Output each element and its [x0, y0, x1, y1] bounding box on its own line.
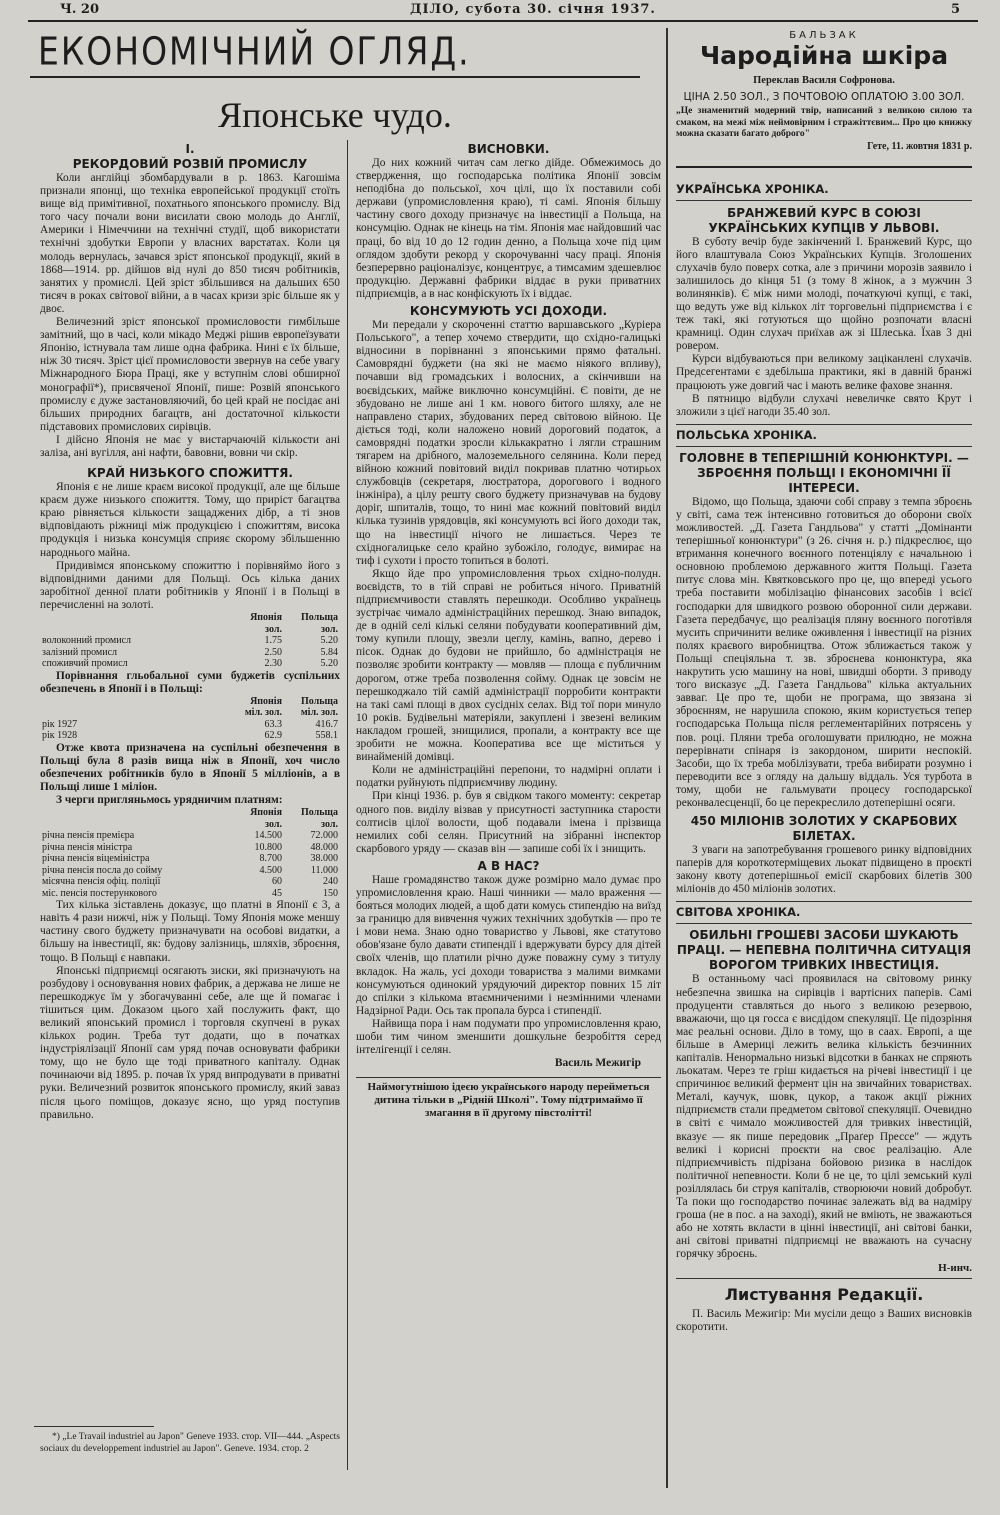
paragraph: До них кожний читач сам легко дійде. Обмежимось до ствердження, що господарська політика Японії зовсім неподібна до польської, хоч цілі, що їх поставили собі держави (упромисловлення краю), ті самі. Японія більшу частину свого доходу призначує на інвестиції а Польща, на консумцію. Однак не кінець на тім. Японія має найдовший час праці, бо від 10 до 12 годин денно, а Польща хоче під цим оглядом здобути рекорд у скорочуванні часу праці. Японія безперервно раціоналізує, концентрує, а тимсамим здешевлює продукцію. Державні фабрики віддає в руки приватних підприємців, а в нас конфіскують їх і віддає.: [356, 157, 661, 300]
paragraph: Отже квота призначена на суспільні обезпечення в Польщі була 8 разів вища ніж в Японії, хоч число обезпечених робітників було в Японії 5 мілліонів, а в Польщі лише 1 міліон.: [40, 741, 340, 793]
budget-table: Японія Польща міл. зол. міл. зол. рік 1927 63.3 416.7 рік 1928 62.9 558.1: [42, 695, 338, 742]
paragraph: З уваги на запотребування грошевого ринку відповідних паперів для короткотерміщевих льокат підвищено в проєкті закону квоту дотеперішньої еміcії скарбових білетів 300 міліонів до 450 міліонів золотих.: [676, 844, 972, 896]
column-rule-2: [666, 28, 668, 1488]
author-signature: Василь Межигір: [554, 1057, 641, 1070]
book-price: ЦІНА 2.50 ЗОЛ., З ПОЧТОВОЮ ОПЛАТОЮ 3.00 ЗОЛ.: [683, 91, 965, 103]
page-header: [60, 2, 960, 20]
table-row: місячна пенсія офіц. поліції 60 240: [42, 876, 338, 888]
paragraph: Ми передали у скороченні статтю варшавського „Куріера Польського", а тепер хочемо ствердити, що східно-галицькі відносини в порівнанні з японськими прямо фатальні. Самоврядні буджети (на які не маємо ніякого впливу), почавши від громадських і волосних, а скінчивши на воєвідських, майже виключно консумційні. Є повіти, де не збудовано не лише ані 1 км. нового битого шляху, але не направлено старих, збудованих перед світовою війною. Це діється тоді, коли наложено новий дороговий податок, а самоврядні податки зросли кількакратно і лягли страшним тягарем на дрібного, малоземельного селянина. Коли перед війною кожний повітовий виділ покривав платню чотирьох службовців (секретаря, люстратора, дорогового і водного інжініра), а цілу решту свого буджету призначував на будову доріг, шпиталів, тощо, то нині має кожний повітовий виділ кілька тузинів урядовців, які консумують всі його доходи так, що на інвестиції нічого не лишається. Через те східногалицьке село крайно зубожіло, голодує, вимирає на тиф і сухоти і просто топиться в болоті.: [356, 319, 661, 567]
col-unit: зол.: [321, 623, 338, 635]
headline-armament: ГОЛОВНЕ В ТЕПЕРІШНІЙ КОНЮНКТУРІ. — ЗБРОЄННЯ ПОЛЬЩІ І ЕКОНОМІЧНІ ЇЇ ІНТЕРЕСИ.: [679, 450, 969, 495]
masthead-date: ДІЛО, субота 30. січня 1937.: [410, 2, 656, 17]
paragraph: Тих кілька зіставлень доказує, що платні в Японії є 3, а навіть 4 рази нижчі, ніж у Польщі. Тому Японія може меншу частину свого буджету призначувати на особові видатки, а більшу на інвестиції, як: будову залізниць, шляхів, зброєння, тощо. В Польщі є навпаки.: [40, 899, 340, 964]
paragraph: В пятницю відбули слухачі невеличке свято Крут і зложили з цієї нагоди 35.40 зол.: [676, 392, 972, 418]
correspondence-text: П. Василь Межигір: Ми мусіли дещо з Ваших висновків скоротити.: [676, 1307, 972, 1333]
headline-conclusions: ВИСНОВКИ.: [467, 142, 550, 156]
paragraph: Відомо, що Польща, здаючи собі справу з темпа зброєнь у світі, сама теж інтенсивно готовиться до оборони своїх можливостей. „Д. Газета Гандльова" у статті „Домінанти теперішньої конюнктури" (з 26. січня н. р.) підкреслює, що втримання конечного воєнного потенціялу є начальною і основною проблемою державного життя Польщі. Газета питує слова мін. Квятковського про це, що впереді усього треба поставити мобілізацію фінансових засобів і всієї господарки для швидкого розвою оборонної сили держави. Газета передбачує, що реалізація пляну воєнного поготівля мусить спричинити велике оживлення і інвестиції на різних полях краєвого виробництва. Отож зближається також у Польщі спеціяльна т. зв. зброєнева конюнктура, яка накрутить усю машину на нові, швидші оборти. З приводу того висказує „Д. Газета Гандльова" кілька актуальних завваг. Це про те, щоби не програма, що звязана зі зброєнням, не нарушила спокою, яким користується тепер господарська Польща після реглементарійних потрясень у пов. році. Пляни треба оголошувати прилюдно, не можна перерівнати спінаря із закордоном, ширити неспокій. Засоби, що їх треба мобілізувати, треба вибирати розумно і переводити все з огляду на дальшу віддаль. Уся турбота в тому, щоби не гальмувати процесу господарської реконвалесценції, бо це перекреслило дотеперішні осяги.: [676, 495, 972, 809]
paragraph: Коли англійці збомбардували в р. 1863. Кагошіма признали японці, що техніка европейської продукції стоїть вище від примітивної, похатнього японського промислу. Від того часу почали вони висилати свою молодь до Англії, Америки і Німеччини на технічні студії, щоб використати технічні здобутки Европи у власних варстатах. Коли ця молодь вернулась, зачався зріст японської продукції, який в 1868—1914. рр. дійшов від нулі до 850 тисяч робітників, занятих у промислі. Цей зріст збільшився на дальших 650 тисяч в роках світової війни, а в часах кризи зріс більше як у двоє.: [40, 172, 340, 315]
headline-consume-income: КОНСУМУЮТЬ УСІ ДОХОДИ.: [409, 304, 608, 319]
left-column: [40, 142, 340, 1122]
paragraph: Найвища пора і нам подумати про упромисловлення краю, шоби тим чином зменшити дошкульне безробіття серед інтелігенції і селян.: [356, 1017, 661, 1057]
table-row: міс. пенсія постерункового 45 150: [42, 887, 338, 899]
table-row: річна пенсія міністра 10.800 48.000: [42, 841, 338, 853]
paragraph: І дійсно Японія не має у вистарчаючій кількости ані заліза, ані вугілля, ані нафти, бавовни, вовни чи скір.: [40, 433, 340, 459]
headline-branch-course: БРАНЖЕВИЙ КУРС В СОЮЗІ УКРАЇНСЬКИХ КУПЦІВ У ЛЬВОВІ.: [708, 205, 940, 235]
paragraph: Якщо йде про упромисловлення трьох східно-полудн. воєвідств, то в тій справі не робиться нічого. Приватній підприємчивости ставлять перешкоди. Особливо українець зустрічає чимало адміністраційних перешкод. Знаю випадок, де в одній селі кількі селяни побудувати кооперативний дім, тому купили площу, звезли цеглу, камінь, вапно, дерево і пісок. Однак до будови не прийшло, бо адміністрація не позволяє зробити контракту — мовляв — площа є публичним дорогом, отже треба позволення сойму. Однак це зовсім не перешкоджало тій самій адміністрації порробити контракти на такі самі площі в двох сусідніх селах. Від тої пори минуло 10 років. Будівельні матеріяли, закуплені і звезені великим накладом грошей, знищилися, пропали, а контракту все ще зробити не можна. Кооператива все ще міститься у винайменій домівці.: [356, 567, 661, 764]
paragraph: Курси відбуваються при великому заціканлені слухачів. Предсегентами є здебільша практики, які в давній бранжі працюють уже довгий час і мають велике фахове знання.: [676, 353, 972, 392]
table-row: річна пенсія посла до сойму 4.500 11.000: [42, 864, 338, 876]
section-title: ЕКОНОМІЧНИЙ ОГЛЯД.: [38, 29, 471, 74]
footnote: *) „Le Travail industriel au Japon" Geneve 1933. стор. VII—444. „Aspects sociaux du developpement industriel au Japon". Geneve. 1934. стор. 2: [40, 1432, 340, 1454]
book-quote: „Це знаменитий модерний твір, написаний з великою силою та смаком, на межі між неймовірним і стражіттєвим... Про цю книжку можна сказати багато доброго": [676, 106, 972, 139]
section-rule: [30, 76, 640, 78]
table-row: рік 1927 63.3 416.7: [42, 718, 338, 730]
paragraph: Наше громадянство також дуже розмірно мало думає про упромисловлення краю. Наші чинники — мало враження — бояться молодих людей, а щоб дати комусь стипендію на виїзд за границю для вивчення чужих технічних здобутків — про те і мови нема. Знаю одно товариство у Львові, яке статутово обов'язане було давати стипендії і вдержувати бурсу для дітей своїх членів, що платили річно дуже поважну суму з титулу вкладок. На жаль, усі доходи товариства з малими вимками консумуються одинокий урядуючий директор повних 15 літ до спілки з кількома втаємниченими і незмінними членами Надзірної Ради. Ось так пропала бурса і стипендії.: [356, 873, 661, 1017]
roman-numeral: I.: [185, 142, 195, 156]
table-row: волоконний промисл 1.75 5.20: [42, 635, 338, 646]
headline-treasury-bills: 450 МІЛІОНІВ ЗОЛОТИХ У СКАРБОВИХ БІЛЕТАХ.: [690, 814, 958, 844]
book-author: БАЛЬЗАК: [789, 30, 859, 41]
table-row: рік 1928 62.9 558.1: [42, 730, 338, 742]
paragraph: Величезний зріст японської промисловости гимбільше замітний, що в часі, коли мікадо Меджі рішив европеїзувати Японію, істнувала там лише одна фабрика. Нині є їх більше, ніж 30 тисяч. Зріст цієї промисловости звернув на себе увагу Міжнародного Бюра Праці, яке у вступнім слові обширної монографії*), присвяченої Японії, пише: Розвій японського промислу є дуже застановляючий, бо цей край не посідає ані більших природних багацтв, ані достаточної кількости підставових промислових сирівців.: [40, 316, 340, 433]
correspondence-title: Листування Редакції.: [724, 1284, 924, 1304]
right-column: [676, 30, 972, 1334]
book-title: Чародійна шкіра: [699, 41, 949, 70]
paragraph: В суботу вечір буде закінчений І. Бранжевий Курс, що його влаштувала Союз Українських Купців. Зголошених слухачів було поверх сотка, але з причини морозів заявило і залишилось до кінця 51 (з тому 8 жінок, а з мужчин 3 волинянків). Є між ними молоді, початкуючі купці, є такі, що ведуть уже від кількох літ торговельні підприємства і є теж такі, які готуються що щойно розпочати власні крамниці. Один слухач приїхав аж зі Шлеська. Їхав 3 дні ровером.: [676, 235, 972, 353]
polish-chronicle-title: ПОЛЬСЬКА ХРОНІКА.: [676, 427, 817, 442]
page-number: 5: [950, 2, 960, 17]
headline-record-growth: РЕКОРДОВИЙ РОЗВІЙ ПРОМИСЛУ: [72, 157, 308, 171]
paragraph: З черги пригляньмось урядничим платням:: [56, 794, 283, 807]
table-row: залізний промисл 2.50 5.84: [42, 646, 338, 658]
middle-column: [356, 142, 661, 1120]
col-head: Польща: [301, 612, 338, 623]
headline-and-us: А В НАС?: [477, 858, 540, 873]
book-translator: Переклав Василя Софронова.: [753, 75, 895, 86]
paragraph: Японія є не лише краєм високої продукції, але ще більше краєм дуже низького спожиття. Тому, що приріст багацтва краю рівняється кількости защаджених дібр, а ті знов відповідають ріжниці між продукцією і спожиттям, висока продукція і низька консумція сприяє скорому збільшенню народнього майна.: [40, 481, 340, 559]
salary-table: Японія Польща зол. зол. річна пенсія премієра 14.500 72.000 річна пенсія міністра 10.800 48.000 річна пенсія віцеміністра 8.700 38.000 річна пенсія посла до сойму 4.500 11.000 місячна пенсія офіц. поліції 60 240 міс. пенсія постерункового 45 150: [42, 807, 338, 899]
main-title: Японське чудо.: [218, 95, 452, 135]
chronicle-signature: Н-инч.: [938, 1261, 972, 1274]
footnote-rule: [34, 1426, 154, 1427]
table-row: споживчий промисл 2.30 5.20: [42, 658, 338, 669]
school-notice: Наймогутнішою ідеєю українського народу перейметься дитина тільки в „Рідній Школі". Тому підтримаймо її змагання в її другому півстолітті!: [356, 1077, 661, 1120]
col-unit: зол.: [265, 623, 282, 635]
col-head: Японія: [250, 612, 282, 623]
paragraph: Порівнання гльобальної суми буджетів суспільних обезпечень в Японії і в Польщі:: [40, 669, 340, 695]
paragraph: Коли не адміністраційні перепони, то надмірні оплати і податки руйнують підприємчиву людину.: [356, 764, 661, 790]
headline-capital: ОБИЛЬНІ ГРОШЕВІ ЗАСОБИ ШУКАЮТЬ ПРАЦІ. — НЕПЕВНА ПОЛІТИЧНА СИТУАЦІЯ ВОРОГОМ ТРИВКИХ ІНВЕСТИЦІЯ.: [676, 928, 972, 973]
headline-low-consumption: КРАЙ НИЗЬКОГО СПОЖИТТЯ.: [87, 466, 293, 481]
paragraph: Японські підприємці осягають зиски, які призначують на розбудову і основування нових фабрик, а держава не лише не перешкоджує їм у збогачуванні себе, але ще й помагає і тішиться цим. Доказом цього хай послужить факт, що великий японський промисл і торговля скупчені в руках кількох родин. Треба тут додати, що в початках індустріялізації Японії сам уряд почав основувати фабрики тому, що не було ще тоді приватного капіталу. Однак починаючи від 1895. р. почав їх уряд випродувати в приватні руки. Величезний розвиток японського промислу, який заваз після цього поміщов, доказує ясно, що уряд поступив правильно.: [40, 964, 340, 1121]
column-rule-1: [347, 140, 348, 1470]
table-row: річна пенсія премієра 14.500 72.000: [42, 830, 338, 842]
issue-number: Ч. 20: [60, 2, 100, 17]
ukrainian-chronicle-title: УКРАЇНСЬКА ХРОНІКА.: [676, 181, 829, 196]
world-chronicle-title: СВІТОВА ХРОНІКА.: [676, 905, 801, 920]
paragraph: В останньому часі проявилася на світовому ринку небезпечна звишка на сирівців і вартісних паперів. Самі продуценти ставляться до нього з великою резервою, вважаючи, що ця госса є висдідом спекуляції. Це підозріння має реальні основи. Діло в тому, що в саах. Европі, а ще більше в Америці лежить велика кількість безчинних капіталів. Ненормально низькі відсотки в банках не спряють льокатам. Через те гріш кидається на річеві інвестиції і це спричинює великий фермент цін на звичайних товариствах. Металі, каучук, шовк, цукор, а також акції ріжних підприємств стали предметом світової спекуляції. Очевидно в світі є чимало можливостей для тривких інвестицій, вказує — як пише передовик „Праґер Прессе" — ждуть великі і корисні проєкти на своє реалізацію. Але підприємчивість підрізана бойовою ризика в наслідок політичної непевности. Коли б не це, то цілі земський кулі розіллялась би струя капіталів, створюючи новий добробут. Та поки що господарство починає залежать від ва надміру гроша (не в пос. а на заході), який не вміють, не зважаються або не хотять вкласти в цінні інвестиції, ані світові банки, ані світові приватні підприємці не вважають на сучасну горячку зброєнь.: [676, 973, 972, 1261]
wages-table: [40, 612, 340, 670]
table-row: річна пенсія віцеміністра 8.700 38.000: [42, 853, 338, 865]
paragraph: При кінці 1936. р. був я свідком такого моменту: секретар одного пов. виділу візвав у присутності заступника старости солтисів цілої волости, щоб подавали імена і прізвища немилих собі селян. Присутний на зібранні інспектор скарбового уряду — сказав він — запише собі їх і знищить.: [356, 790, 661, 855]
header-rule: [28, 20, 978, 22]
paragraph: Придивімся японському спожиттю і порівняймо його з відповідними даними для Польщі. Ось кілька даних заробітної денної плати робітників у Японії і в Польщі в перечисленні на золоті.: [40, 559, 340, 611]
book-quote-source: Гете, 11. жовтня 1831 р.: [867, 140, 972, 152]
